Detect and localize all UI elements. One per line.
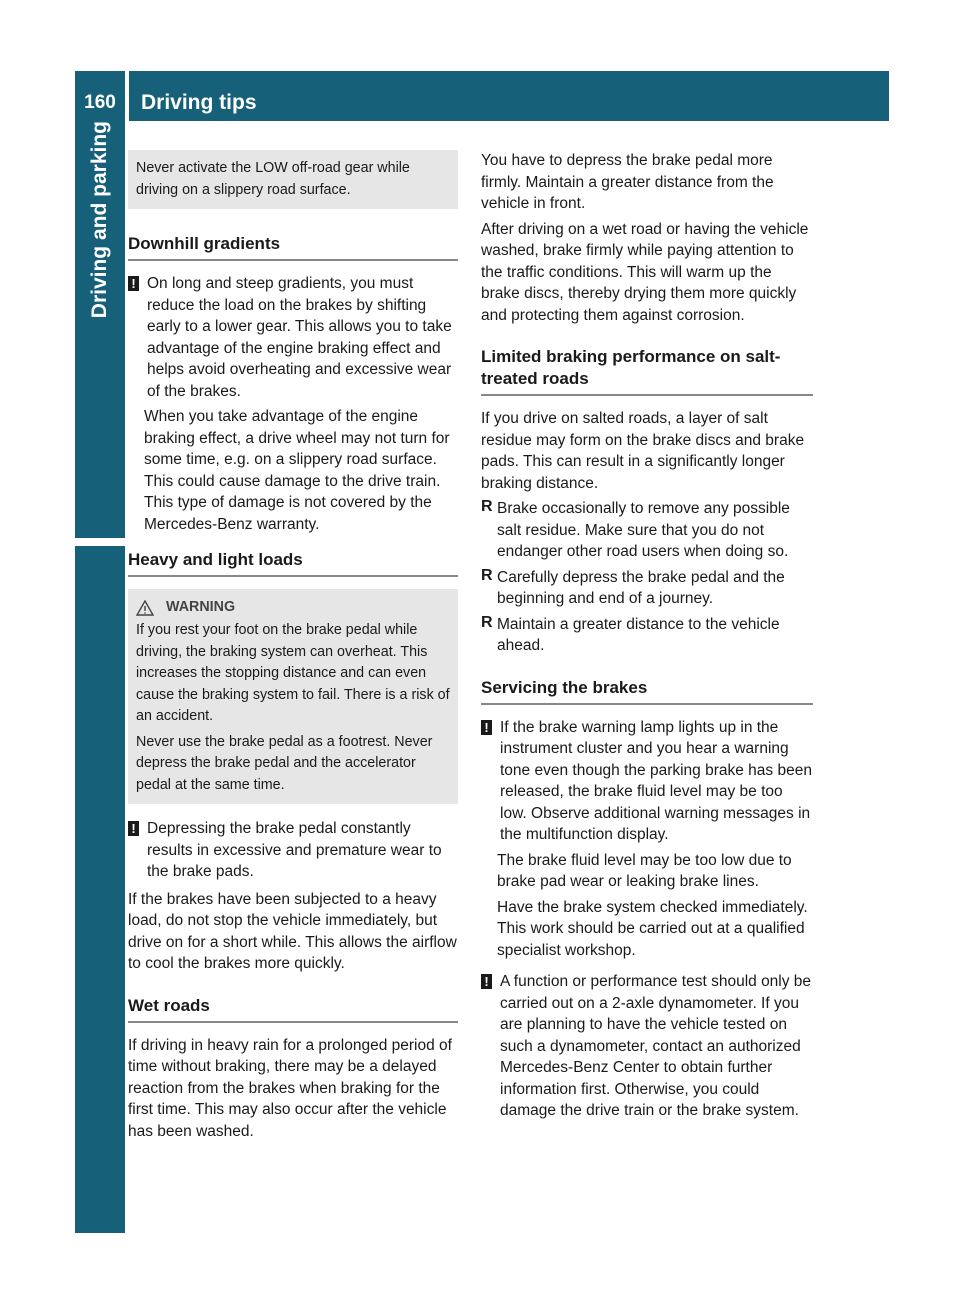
page-title: Driving tips (141, 91, 257, 114)
heading-servicing-brakes: Servicing the brakes (481, 677, 813, 705)
notice-dynamometer-text: A function or performance test should only be carried out on a 2-axle dynamometer. If you are planning to have the vehicle tested on such a dynamometer, contact an authorized Mercedes-Benz Center to obtain further information first. Otherwise, you could damage the drive train or the brake system. (500, 973, 812, 1119)
list-item-text: Brake occasionally to remove any possible salt residue. Make sure that you do not endanger other road users when doing so. (497, 500, 790, 560)
notice-icon: ! (128, 821, 139, 836)
warning-header (136, 597, 450, 618)
salt-roads-text: If you drive on salted roads, a layer of salt residue may form on the brake discs and brake pads. This can result in a significantly longer braking distance. (481, 410, 805, 492)
list-item (481, 498, 813, 563)
list-item-text: Maintain a greater distance to the vehicle ahead. (497, 615, 780, 654)
note-box-text: Never activate the LOW off-road gear while driving on a slippery road surface. (136, 160, 410, 198)
warning-triangle-icon (136, 600, 154, 616)
bullet-icon: R (481, 566, 493, 584)
notice-brake-warning (481, 717, 813, 846)
notice-brake-warning-text-1: If the brake warning lamp lights up in the instrument cluster and you hear a warning tone even though the parking brake has been released, the brake fluid level may be too low. Observe additional warning messages in the multifunction display. (500, 718, 812, 843)
heading-wet-roads: Wet roads (128, 995, 458, 1023)
list-item (481, 567, 813, 610)
notice-brake-pads (128, 818, 458, 883)
notice-brake-warning-text-3: Have the brake system checked immediately. This work should be carried out at a qualified specialist workshop. (497, 898, 808, 959)
wet-roads-text-3: After driving on a wet road or having the vehicle washed, brake firmly while paying attention to the traffic conditions. This will warm up the brake discs, thereby drying them more quickly and protecting them against corrosion. (481, 220, 809, 324)
warning-box (128, 589, 458, 804)
warning-text-1: If you rest your foot on the brake pedal while driving, the braking system can overheat. This increases the stopping distance and can even cause the braking system to fail. There is a risk of an accident. (136, 622, 450, 724)
notice-dynamometer (481, 971, 813, 1122)
bullet-icon: R (481, 613, 493, 631)
heading-salt-treated-roads: Limited braking performance on salt-treated roads (481, 346, 813, 396)
heading-downhill-gradients: Downhill gradients (128, 233, 458, 261)
warning-label: WARNING (166, 599, 236, 615)
warning-text-2: Never use the brake pedal as a footrest. Never depress the brake pedal and the accelerator pedal at the same time. (136, 733, 433, 793)
right-column (481, 150, 813, 1122)
notice-icon: ! (481, 974, 492, 989)
side-tab (75, 121, 125, 541)
wet-roads-text: If driving in heavy rain for a prolonged period of time without braking, there may be a delayed reaction from the brakes when braking for the first time. This may also occur after the vehicle has been washed. (128, 1036, 452, 1140)
notice-brake-warning-text-2: The brake fluid level may be too low due to brake pad wear or leaking brake lines. (497, 851, 792, 890)
side-tab-label: Driving and parking (88, 121, 111, 319)
list-item-text: Carefully depress the brake pedal and the beginning and end of a journey. (497, 568, 785, 607)
heavy-load-text: If the brakes have been subjected to a heavy load, do not stop the vehicle immediately, but drive on for a short while. This allows the airflow to cool the brakes more quickly. (128, 890, 457, 972)
list-item (481, 614, 813, 657)
page-header (75, 71, 889, 121)
notice-downhill-text-2: When you take advantage of the engine braking effect, a drive wheel may not turn for some time, e.g. on a slippery road surface. This could cause damage to the drive train. This type of damage is not covered by the Mercedes-Benz warranty. (144, 408, 450, 533)
page-number: 160 (84, 92, 116, 113)
notice-brake-pads-text: Depressing the brake pedal constantly results in excessive and premature wear to the brake pads. (147, 820, 442, 880)
side-tab-divider (75, 538, 125, 546)
heading-heavy-light-loads: Heavy and light loads (128, 549, 458, 577)
header-divider (125, 71, 129, 121)
notice-downhill-text-1: On long and steep gradients, you must reduce the load on the brakes by shifting early to a lower gear. This allows you to take advantage of the engine braking effect and helps avoid overheating and excessive wear of the brakes. (147, 275, 452, 400)
bullet-icon: R (481, 498, 493, 515)
wet-roads-text-2: You have to depress the brake pedal more firmly. Maintain a greater distance from the vehicle in front. (481, 152, 774, 212)
notice-icon: ! (481, 720, 492, 735)
notice-icon: ! (128, 276, 139, 291)
left-column (128, 150, 458, 1142)
notice-downhill (128, 273, 458, 402)
note-box (128, 150, 458, 209)
